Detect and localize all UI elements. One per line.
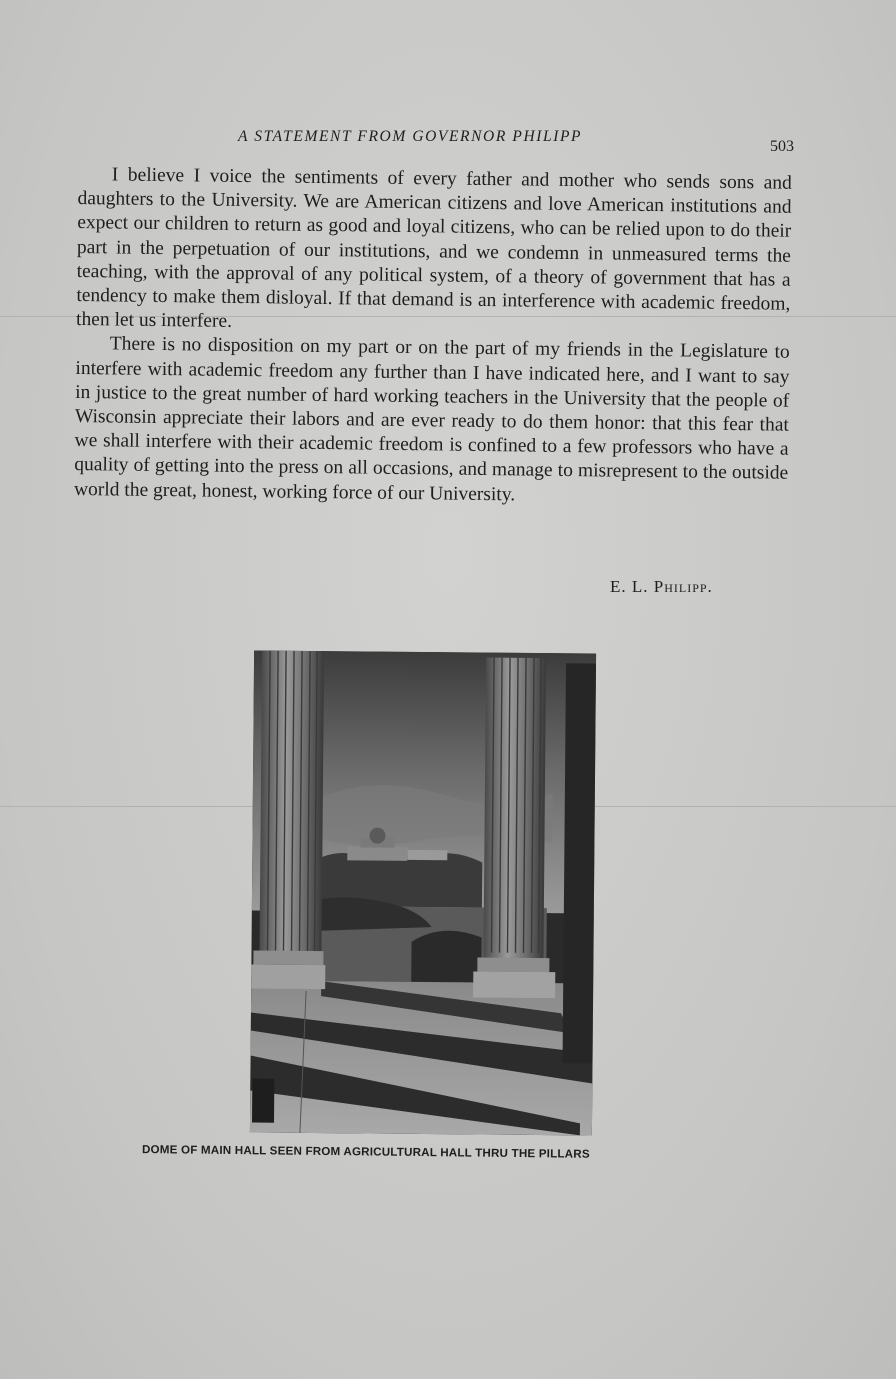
paragraph-2: There is no disposition on my part or on the part of my friends in the Legislature to interfere with academic freedom any further than I have indicated here, and I want to say in justice to the great number of hard working teachers in the University that the people of Wisconsin appreciate their labors and are ever ready to do them honor: that this fear that we shall interfere with their academic freedom is confined to a few professors who have a quality of getting into the press on all occasions, and manage to misrepresent to the outside world the great, honest, working force of our University. [73,333,790,506]
statement-text [74,163,792,511]
figure-caption: DOME OF MAIN HALL SEEN FROM AGRICULTURAL HALL THRU THE PILLARS [141,1143,590,1161]
signature: E. L. Philipp. [610,577,713,596]
running-title: A STATEMENT FROM GOVERNOR PHILIPP [238,128,583,145]
pillars-photograph [250,651,596,1136]
photo-illustration [250,651,596,1136]
page-number: 503 [770,138,794,155]
paragraph-1: I believe I voice the sentiments of every father and mother who sends sons and daughters to the University. We are American citizens and love American institutions and expect our children to return as good and loyal citizens, who can be relied upon to do their part in the perpetuation of our institutions, and we condemn in unmeasured terms the teaching, with the approval of any political system, of a theory of government that has a tendency to make them disloyal. If that demand is an interference with academic freedom, then let us interfere. [75,164,792,333]
